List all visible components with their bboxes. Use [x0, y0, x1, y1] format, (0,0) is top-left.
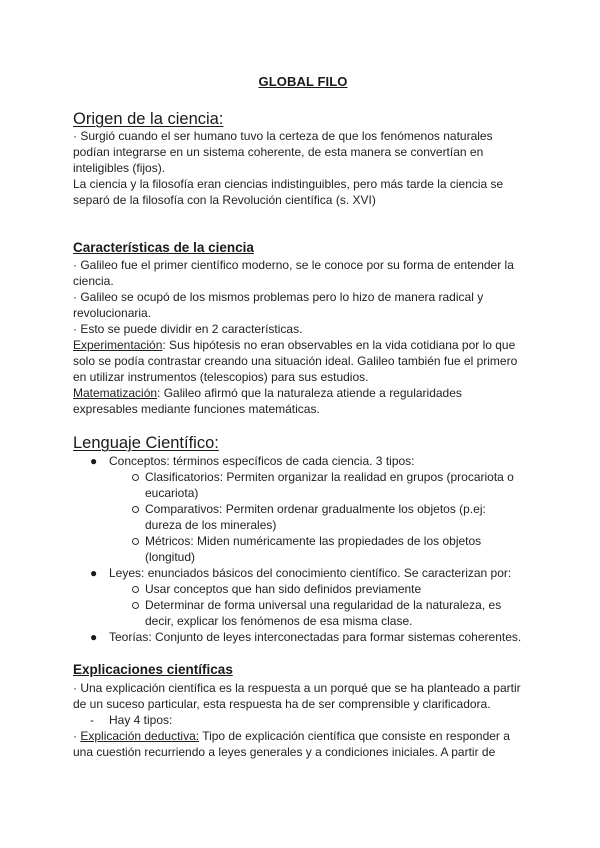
experimentacion-text: : Sus hipótesis no eran observables en la vida cotidiana por lo que	[162, 338, 516, 352]
bullet-dot-icon: ●	[90, 454, 98, 468]
experimentacion-line-1	[73, 337, 515, 353]
clasificatorios-line-2: eucariota)	[145, 486, 199, 500]
circle-bullet-icon	[132, 474, 139, 481]
caract-line-4: revolucionaria.	[73, 306, 152, 320]
matematizacion-text: : Galileo afirmó que la naturaleza atiende a regularidades	[157, 386, 462, 400]
tipos-line: Hay 4 tipos:	[109, 713, 173, 727]
circle-bullet-icon	[132, 506, 139, 513]
origen-line-4: La ciencia y la filosofía eran ciencias indistinguibles, pero más tarde la ciencia se	[73, 177, 504, 191]
origen-line-3: inteligibles (fijos).	[73, 161, 166, 175]
leyes-b-line-1: Determinar de forma universal una regularidad de la naturaleza, es	[145, 598, 502, 612]
leyes-b-line-2: decir, explicar los fenómenos de esa misma clase.	[145, 614, 413, 628]
metricos-line-2: (longitud)	[145, 550, 196, 564]
metricos-line-1: Métricos: Miden numéricamente las propiedades de los objetos	[145, 534, 482, 548]
leyes-a-line: Usar conceptos que han sido definidos previamente	[145, 582, 422, 596]
caract-line-2: ciencia.	[73, 274, 114, 288]
caract-line-3: · Galileo se ocupó de los mismos problemas pero lo hizo de manera radical y	[73, 290, 484, 304]
document-title: GLOBAL FILO	[258, 74, 348, 89]
conceptos-line: Conceptos: términos específicos de cada ciencia. 3 tipos:	[109, 454, 415, 468]
deductiva-label: Explicación deductiva:	[80, 729, 200, 743]
clasificatorios-line-1: Clasificatorios: Permiten organizar la realidad en grupos (procariota o	[145, 470, 514, 484]
deductiva-prefix: ·	[73, 729, 81, 743]
explicaciones-line-2: de un suceso particular, esta respuesta ha de ser comprensible y clarificadora.	[73, 697, 491, 711]
deductiva-line-1	[73, 728, 510, 744]
dash-bullet-icon: -	[90, 713, 94, 727]
explicaciones-line-1: · Una explicación científica es la respuesta a un porqué que se ha planteado a partir	[73, 681, 521, 695]
origen-line-2: podían integrarse en un sistema coherente, de esta manera se convertían en	[73, 145, 484, 159]
circle-bullet-icon	[132, 602, 139, 609]
deductiva-text: Tipo de explicación científica que consiste en responder a	[199, 729, 510, 743]
heading-lenguaje: Lenguaje Científico:	[73, 434, 219, 452]
experimentacion-label: Experimentación	[73, 338, 163, 352]
bullet-dot-icon: ●	[90, 630, 98, 644]
circle-bullet-icon	[132, 538, 139, 545]
origen-line-1: · Surgió cuando el ser humano tuvo la certeza de que los fenómenos naturales	[73, 129, 493, 143]
caract-line-5: · Esto se puede dividir en 2 características.	[73, 322, 303, 336]
comparativos-line-2: dureza de los minerales)	[145, 518, 277, 532]
matematizacion-label: Matematización	[73, 386, 158, 400]
heading-explicaciones: Explicaciones científicas	[73, 662, 233, 677]
deductiva-line-2: una cuestión recurriendo a leyes generales y a condiciones iniciales. A partir de	[73, 745, 496, 759]
origen-line-5: separó de la filosofía con la Revolución científica (s. XVI)	[73, 193, 376, 207]
bullet-dot-icon: ●	[90, 566, 98, 580]
comparativos-line-1: Comparativos: Permiten ordenar gradualmente los objetos (p.ej:	[145, 502, 486, 516]
experimentacion-line-2: solo se podía contrastar creando una situación ideal. Galileo también fue el primero	[73, 354, 518, 368]
circle-bullet-icon	[132, 586, 139, 593]
experimentacion-line-3: en utilizar instrumentos (telescopios) para sus estudios.	[73, 370, 369, 384]
heading-origen: Origen de la ciencia:	[73, 110, 224, 128]
teorias-line: Teorías: Conjunto de leyes interconectadas para formar sistemas coherentes.	[109, 630, 522, 644]
matematizacion-line-2: expresables mediante funciones matemáticas.	[73, 402, 320, 416]
heading-caracteristicas: Características de la ciencia	[73, 240, 254, 255]
leyes-line: Leyes: enunciados básicos del conocimiento científico. Se caracterizan por:	[109, 566, 512, 580]
matematizacion-line-1	[73, 385, 462, 401]
caract-line-1: · Galileo fue el primer científico moderno, se le conoce por su forma de entender la	[73, 258, 514, 272]
